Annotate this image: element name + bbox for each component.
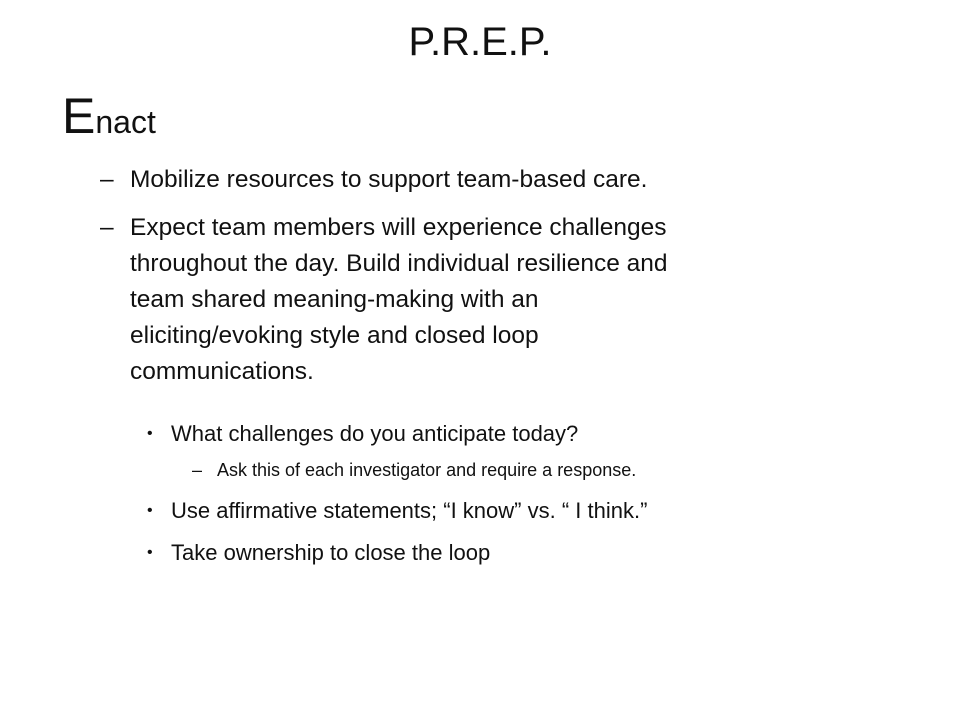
- subsubbullet-text: Ask this of each investigator and require a response.: [217, 460, 637, 480]
- subbullet-text: Use affirmative statements; “I know” vs. “ I think.”: [171, 498, 648, 523]
- heading-rest: nact: [95, 104, 156, 140]
- bullet-item-mobilize: [100, 162, 900, 198]
- dash-marker: –: [100, 214, 114, 241]
- section-heading: [62, 90, 156, 148]
- bullet-text: Mobilize resources to support team-based care.: [130, 166, 648, 193]
- dash-marker: –: [100, 166, 114, 193]
- bullet-marker: •: [147, 425, 153, 442]
- bullet-item-expect: [100, 210, 900, 390]
- bullet-marker: •: [147, 544, 153, 561]
- heading-initial: E: [62, 88, 96, 144]
- bullet-text-line: Expect team members will experience challenges: [130, 214, 667, 241]
- bullet-text-line: throughout the day. Build individual resilience and: [130, 250, 668, 277]
- subbullet-text: What challenges do you anticipate today?: [171, 421, 579, 446]
- bullet-text-line: communications.: [130, 358, 314, 385]
- bullet-text-line: team shared meaning-making with an: [130, 286, 539, 313]
- subsubbullet-ask: [192, 457, 897, 483]
- bullet-text-line: eliciting/evoking style and closed loop: [130, 322, 539, 349]
- subbullet-challenges: [147, 419, 891, 449]
- bullet-marker: •: [147, 502, 153, 519]
- slide-title: P.R.E.P.: [408, 20, 552, 64]
- subbullet-affirmative: [147, 496, 891, 526]
- subbullet-ownership: [147, 538, 891, 568]
- dash-marker: –: [192, 460, 203, 480]
- subbullet-text: Take ownership to close the loop: [171, 540, 491, 565]
